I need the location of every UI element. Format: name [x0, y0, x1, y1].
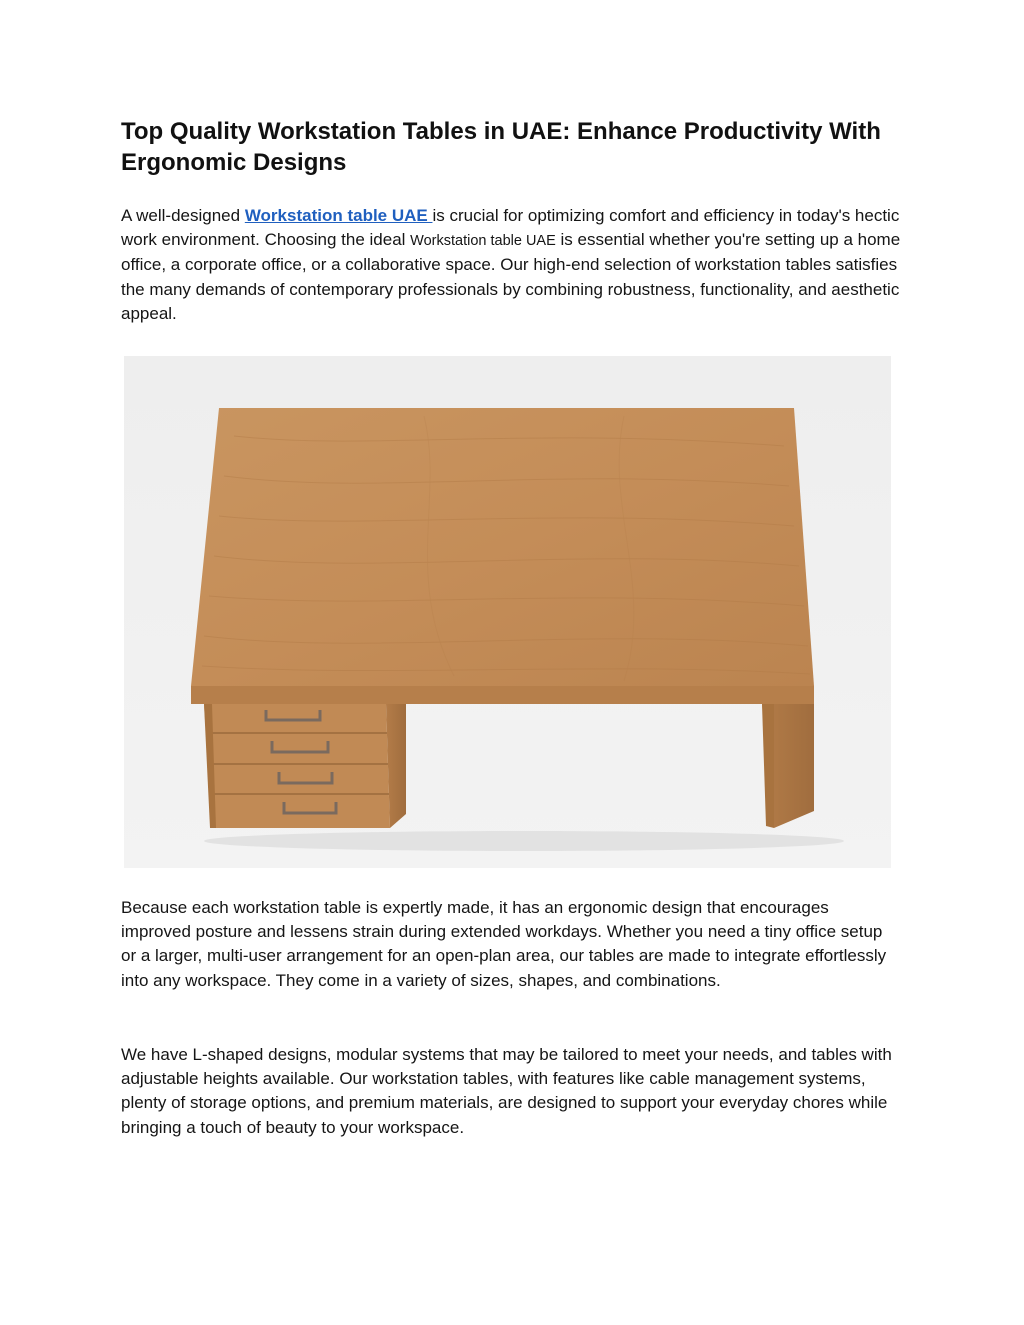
title-line-2: Ergonomic Designs	[121, 149, 347, 176]
title-line-1: Top Quality Workstation Tables in UAE: Enhance Productivity With	[121, 118, 881, 145]
drawer-cabinet	[204, 704, 390, 828]
desk-top	[191, 408, 814, 686]
workstation-table-link[interactable]: Workstation table UAE	[244, 206, 433, 225]
intro-suffix: is essential whether you're setting up a home office, a corporate office, or a collaborative space. Our high-end selection of workstation tables satisfies the many demands of contemporary professionals by combining robustness, functionality, and aesthetic appeal.	[121, 230, 901, 323]
page-title	[121, 116, 901, 178]
intro-prefix: A well-designed	[121, 206, 245, 225]
desk-illustration	[124, 356, 891, 868]
intro-middle: is crucial for optimizing comfort and efficiency in today's hectic work environment. Choosing the ideal	[121, 206, 900, 250]
desk-front-edge	[191, 686, 814, 704]
paragraph-ergonomic: Because each workstation table is expertly made, it has an ergonomic design that encourages improved posture and lessens strain during extended workdays. Whether you need a tiny office setup or a larger, multi-user arrangement for an open-plan area, our tables are made to integrate effortlessly into any workspace. They come in a variety of sizes, shapes, and combinations.	[121, 898, 887, 990]
intro-paragraph	[121, 204, 901, 326]
desk-photo	[124, 356, 891, 868]
paragraph-features: We have L-shaped designs, modular systems that may be tailored to meet your needs, and tables with adjustable heights available. Our workstation tables, with features like cable management systems, plenty of storage options, and premium materials, are designed to support your everyday chores while bringing a touch of beauty to your workspace.	[121, 1045, 892, 1137]
intro-small-text: Workstation table UAE	[410, 233, 556, 250]
